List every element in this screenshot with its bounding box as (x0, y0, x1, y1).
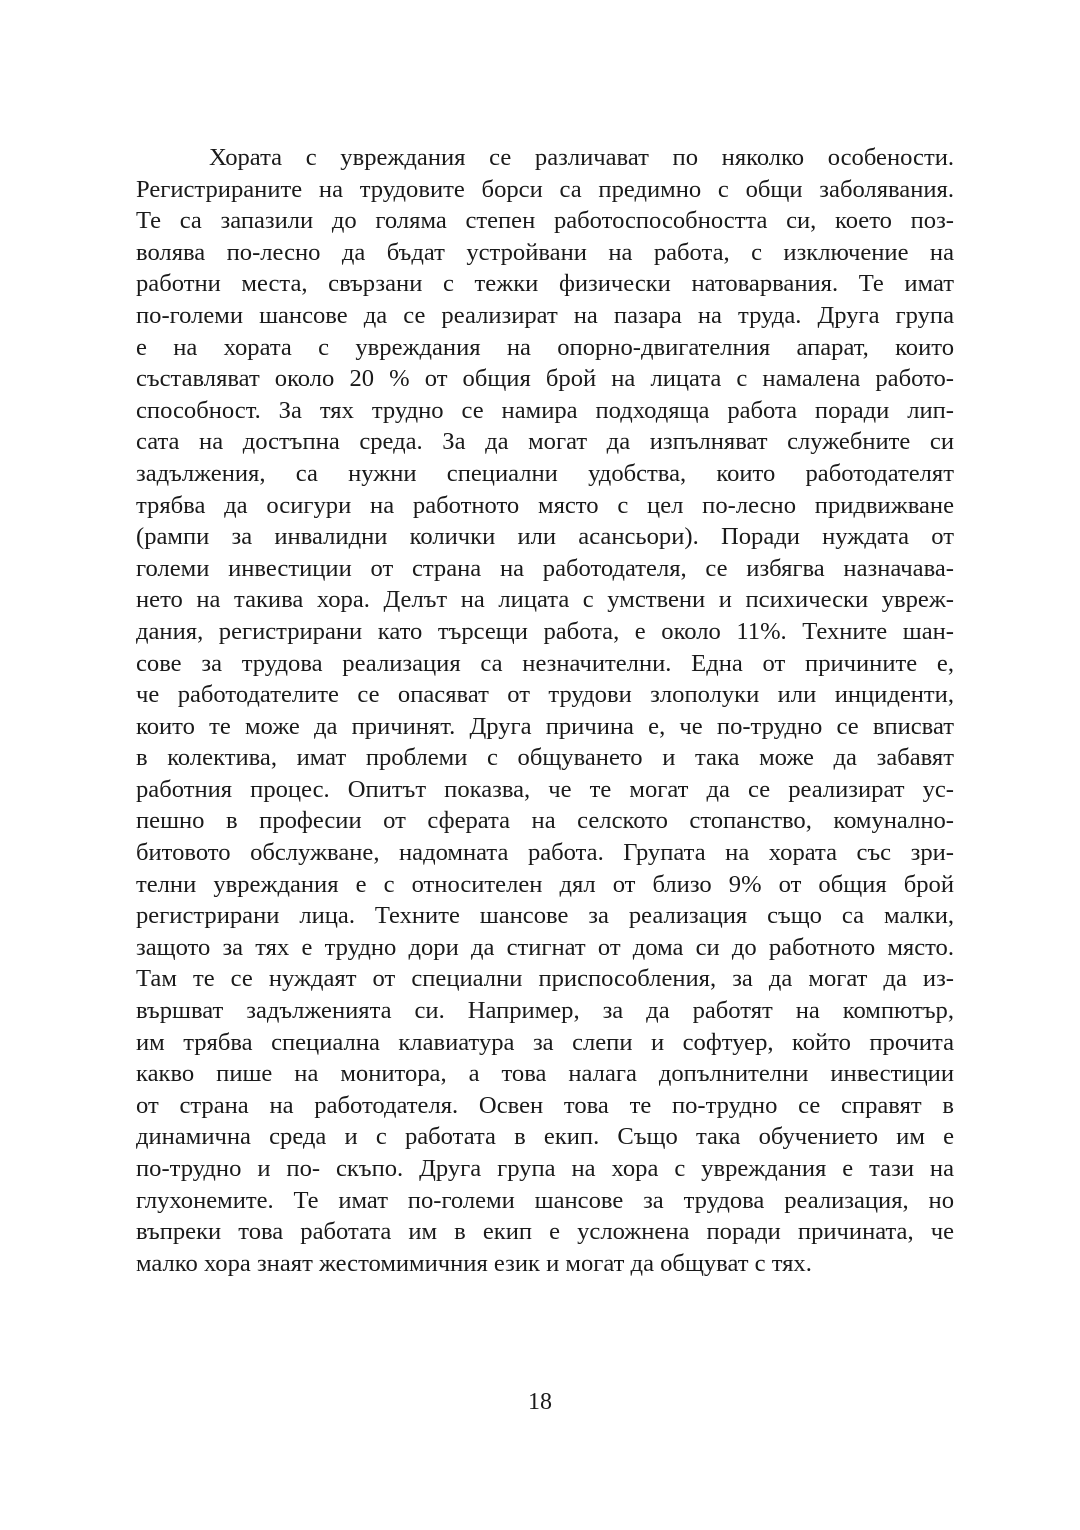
paragraph-line: Там те се нуждаят от специални приспособления, за да могат да из- (136, 965, 954, 993)
paragraph-line: по-големи шансове да се реализират на пазара на труда. Друга група (136, 301, 954, 329)
paragraph-line: защото за тях е трудно дори да стигнат от дома си до работното място. (136, 933, 954, 961)
paragraph-line: глухонемите. Те имат по-големи шансове за трудова реализация, но (136, 1186, 954, 1214)
paragraph-line: по-трудно и по- скъпо. Друга група на хора с увреждания е тази на (136, 1155, 954, 1182)
paragraph-line: нето на такива хора. Делът на лицата с умствени и психически увреж- (136, 586, 954, 614)
paragraph-line: работния процес. Опитът показва, че те могат да се реализират ус- (136, 775, 954, 803)
paragraph-line: които те може да причинят. Друга причина е, че по-трудно се вписват (136, 712, 954, 740)
paragraph-line: волява по-лесно да бъдат устройвани на работа, с изключение на (136, 238, 954, 266)
paragraph-line: Те са запазили до голяма степен работоспособността си, което поз- (136, 207, 954, 235)
paragraph-line: въпреки това работата им в екип е усложнена поради причината, че (136, 1218, 954, 1246)
paragraph-line: какво пише на монитора, а това налага допълнителни инвестиции (136, 1060, 954, 1088)
paragraph-line: динамична среда и с работата в екип. Също така обучението им е (136, 1123, 954, 1151)
paragraph-line: регистрирани лица. Техните шансове за реализация също са малки, (136, 902, 954, 930)
paragraph-line: е на хората с увреждания на опорно-двигателния апарат, които (136, 333, 954, 361)
paragraph-line: дания, регистрирани като търсещи работа, е около 11%. Техните шан- (136, 617, 954, 645)
paragraph-line: големи инвестиции от страна на работодателя, се избягва назначава- (136, 554, 954, 582)
paragraph-line: сове за трудова реализация са незначителни. Една от причините е, (136, 649, 954, 677)
paragraph-line: че работодателите се опасяват от трудови злополуки или инциденти, (136, 681, 954, 709)
paragraph-line: (рампи за инвалидни колички или асансьори). Поради нуждата от (136, 523, 954, 551)
paragraph-line: работни места, свързани с тежки физически натоварвания. Те имат (136, 270, 954, 298)
paragraph-line: трябва да осигури на работното място с цел по-лесно придвижване (136, 491, 954, 519)
paragraph-line: съставляват около 20 % от общия брой на лицата с намалена работо- (136, 365, 954, 393)
paragraph-line: способност. За тях трудно се намира подходяща работа поради лип- (136, 396, 954, 424)
paragraph-line: вършват задълженията си. Например, за да работят на компютър, (136, 997, 954, 1025)
paragraph-line: пешно в професии от сферата на селското стопанство, комунално- (136, 807, 954, 835)
paragraph-line: Хората с увреждания се различават по няколко особености. (209, 144, 954, 171)
paragraph-line: задължения, са нужни специални удобства, които работодателят (136, 459, 954, 487)
paragraph-line: им трябва специална клавиатура за слепи и софтуер, който прочита (136, 1028, 954, 1056)
page-number: 18 (528, 1389, 552, 1415)
paragraph-line: Регистрираните на трудовите борси са предимно с общи заболявания. (136, 175, 954, 203)
paragraph-line: сата на достъпна среда. За да могат да изпълняват служебните си (136, 428, 954, 456)
paragraph-line: малко хора знаят жестомимичния език и могат да общуват с тях. (136, 1249, 812, 1277)
paragraph-line: телни увреждания е с относителен дял от близо 9% от общия брой (136, 870, 954, 898)
paragraph-line: в колектива, имат проблеми с общуването и така може да забавят (136, 744, 954, 772)
paragraph-line: битовото обслужване, надомната работа. Групата на хората със зри- (136, 839, 954, 867)
body-paragraph (136, 142, 954, 1279)
paragraph-line: от страна на работодателя. Освен това те по-трудно се справят в (136, 1091, 954, 1119)
